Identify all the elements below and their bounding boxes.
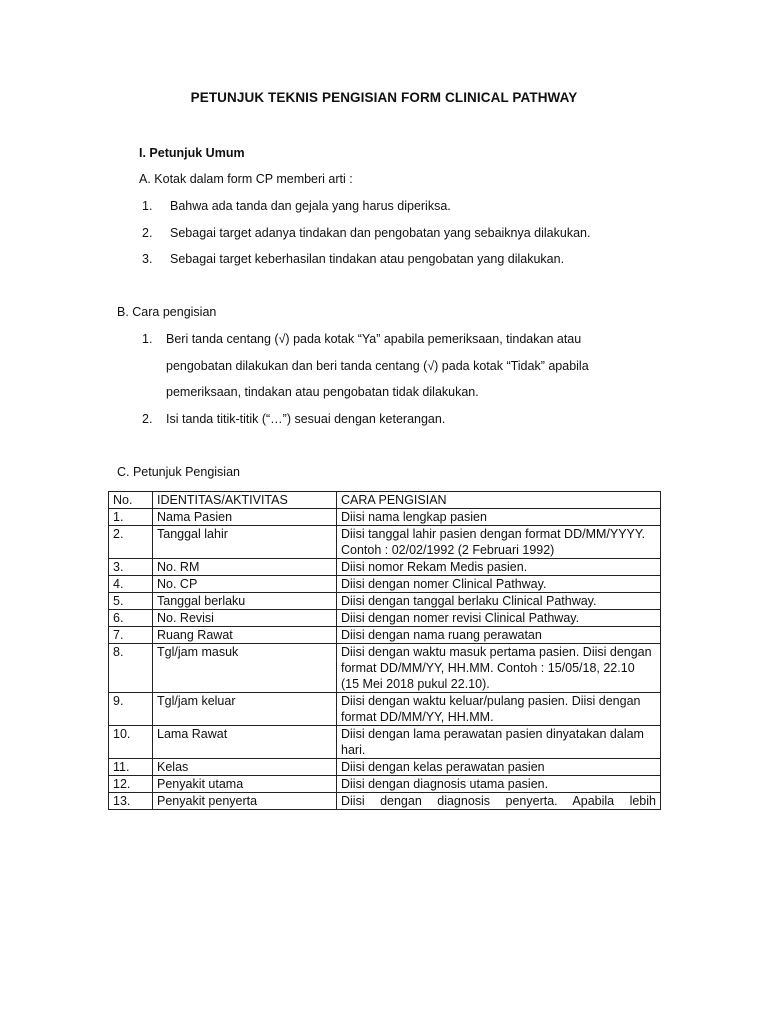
cell-no: 10. bbox=[109, 726, 153, 759]
list-item-text: Sebagai target adanya tindakan dan pengobatan yang sebaiknya dilakukan. bbox=[170, 226, 591, 240]
cell-cara: Diisi nomor Rekam Medis pasien. bbox=[337, 559, 661, 576]
cell-no: 11. bbox=[109, 759, 153, 776]
list-item-number: 2. bbox=[142, 412, 153, 426]
list-item-text: Isi tanda titik-titik (“…”) sesuai dengan keterangan. bbox=[166, 412, 446, 426]
cell-identitas: No. RM bbox=[153, 559, 337, 576]
cell-identitas: Penyakit penyerta bbox=[153, 793, 337, 810]
table-row bbox=[109, 793, 661, 810]
cell-cara: Diisi dengan waktu masuk pertama pasien. Diisi dengan format DD/MM/YY, HH.MM. Contoh : 15/05/18, 22.10 (15 Mei 2018 pukul 22.10). bbox=[337, 644, 661, 693]
cell-cara: Diisi dengan nomer revisi Clinical Pathway. bbox=[337, 610, 661, 627]
cell-cara: Diisi tanggal lahir pasien dengan format DD/MM/YYYY. Contoh : 02/02/1992 (2 Februari 1992) bbox=[337, 526, 661, 559]
list-item-text-line: pengobatan dilakukan dan beri tanda centang (√) pada kotak “Tidak” apabila bbox=[166, 359, 589, 373]
cell-identitas: Penyakit utama bbox=[153, 776, 337, 793]
list-item-text-line: pemeriksaan, tindakan atau pengobatan tidak dilakukan. bbox=[166, 385, 479, 399]
list-item-text: Sebagai target keberhasilan tindakan atau pengobatan yang dilakukan. bbox=[170, 252, 565, 266]
section-c-heading: C. Petunjuk Pengisian bbox=[117, 465, 240, 479]
cell-identitas: Tanggal lahir bbox=[153, 526, 337, 559]
cell-cara: Diisi dengan kelas perawatan pasien bbox=[337, 759, 661, 776]
document-title: PETUNJUK TEKNIS PENGISIAN FORM CLINICAL PATHWAY bbox=[190, 90, 578, 105]
cell-cara: Diisi dengan diagnosis penyerta. Apabila lebih bbox=[337, 793, 661, 810]
cell-no: 4. bbox=[109, 576, 153, 593]
table-header-row bbox=[109, 492, 661, 509]
list-item-text-line: Beri tanda centang (√) pada kotak “Ya” apabila pemeriksaan, tindakan atau bbox=[166, 332, 582, 346]
table-row bbox=[109, 759, 661, 776]
cell-no: 2. bbox=[109, 526, 153, 559]
cell-identitas: Tanggal berlaku bbox=[153, 593, 337, 610]
cell-no: 9. bbox=[109, 693, 153, 726]
cell-cara: Diisi dengan nama ruang perawatan bbox=[337, 627, 661, 644]
cell-no: 6. bbox=[109, 610, 153, 627]
table-header-identitas: IDENTITAS/AKTIVITAS bbox=[153, 492, 337, 509]
table-row bbox=[109, 693, 661, 726]
cell-no: 5. bbox=[109, 593, 153, 610]
cell-no: 8. bbox=[109, 644, 153, 693]
cell-cara: Diisi dengan waktu keluar/pulang pasien. Diisi dengan format DD/MM/YY, HH.MM. bbox=[337, 693, 661, 726]
list-item-number: 1. bbox=[142, 199, 153, 213]
cell-no: 3. bbox=[109, 559, 153, 576]
cell-no: 1. bbox=[109, 509, 153, 526]
table-row bbox=[109, 509, 661, 526]
cell-identitas: Ruang Rawat bbox=[153, 627, 337, 644]
table-header-cara: CARA PENGISIAN bbox=[337, 492, 661, 509]
list-item-number: 1. bbox=[142, 332, 153, 346]
cell-identitas: Tgl/jam masuk bbox=[153, 644, 337, 693]
cell-identitas: Nama Pasien bbox=[153, 509, 337, 526]
cell-cara: Diisi dengan lama perawatan pasien dinyatakan dalam hari. bbox=[337, 726, 661, 759]
table-row bbox=[109, 593, 661, 610]
cell-no: 7. bbox=[109, 627, 153, 644]
cell-identitas: Tgl/jam keluar bbox=[153, 693, 337, 726]
table-row bbox=[109, 627, 661, 644]
list-item-number: 3. bbox=[142, 252, 153, 266]
table-row bbox=[109, 559, 661, 576]
table-row bbox=[109, 776, 661, 793]
section-i-heading: I. Petunjuk Umum bbox=[139, 146, 245, 160]
cell-cara: Diisi nama lengkap pasien bbox=[337, 509, 661, 526]
section-b-heading: B. Cara pengisian bbox=[117, 305, 217, 319]
cell-cara: Diisi dengan tanggal berlaku Clinical Pathway. bbox=[337, 593, 661, 610]
cell-identitas: No. Revisi bbox=[153, 610, 337, 627]
table-header-no: No. bbox=[109, 492, 153, 509]
table-row bbox=[109, 576, 661, 593]
section-i-sub-a: A. Kotak dalam form CP memberi arti : bbox=[139, 172, 353, 186]
table-row bbox=[109, 610, 661, 627]
cell-identitas: Kelas bbox=[153, 759, 337, 776]
table-row bbox=[109, 526, 661, 559]
list-item-number: 2. bbox=[142, 226, 153, 240]
cell-cara: Diisi dengan diagnosis utama pasien. bbox=[337, 776, 661, 793]
table-row bbox=[109, 644, 661, 693]
cell-cara: Diisi dengan nomer Clinical Pathway. bbox=[337, 576, 661, 593]
list-item-text: Bahwa ada tanda dan gejala yang harus diperiksa. bbox=[170, 199, 451, 213]
cell-no: 13. bbox=[109, 793, 153, 810]
table-row bbox=[109, 726, 661, 759]
cell-no: 12. bbox=[109, 776, 153, 793]
cell-identitas: Lama Rawat bbox=[153, 726, 337, 759]
cell-identitas: No. CP bbox=[153, 576, 337, 593]
instruction-table bbox=[108, 491, 661, 810]
